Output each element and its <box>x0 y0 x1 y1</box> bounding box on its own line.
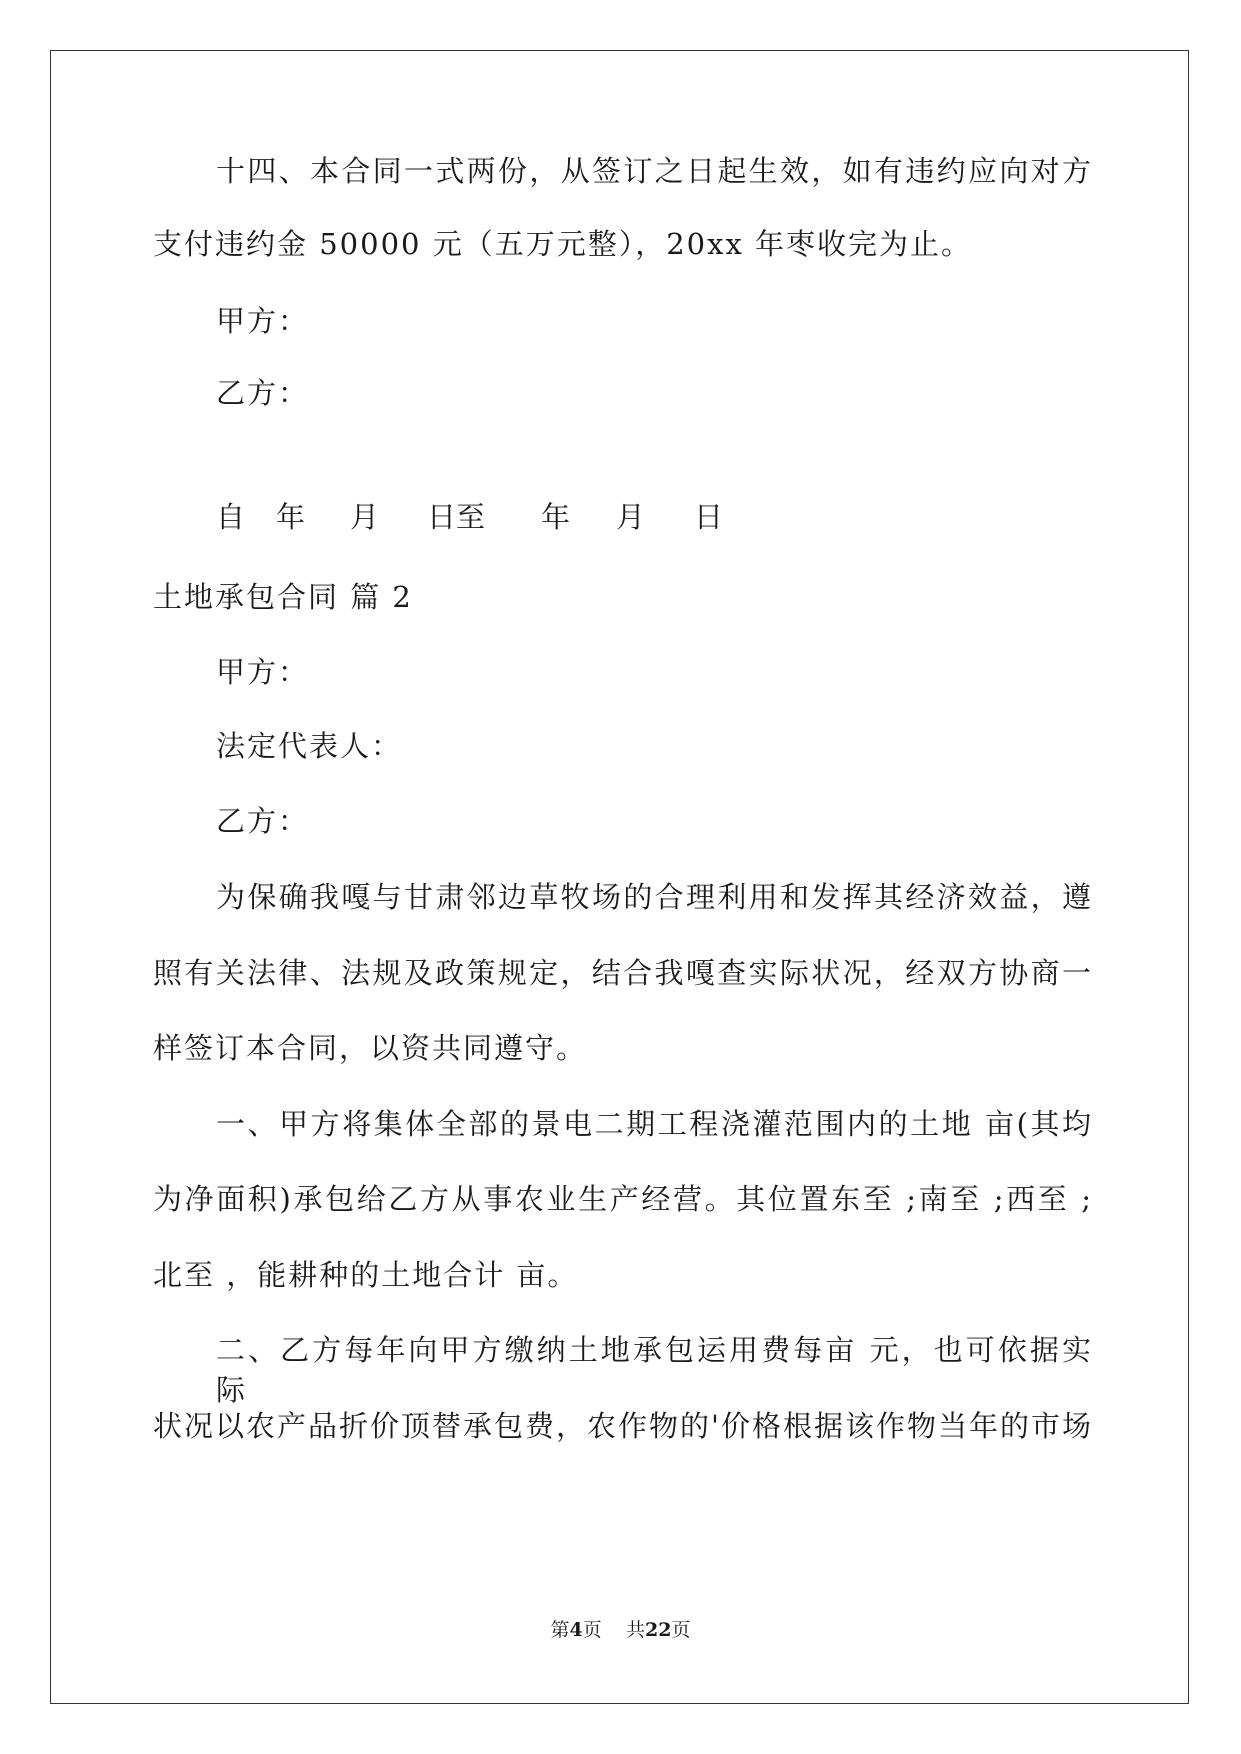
preamble-line-1: 为保确我嘎与甘肃邻边草牧场的合理利用和发挥其经济效益，遵 <box>216 880 1093 914</box>
party-a-label: 甲方： <box>216 304 310 338</box>
footer-current-page: 4 <box>569 1619 583 1641</box>
party-a-label-2: 甲方： <box>216 655 310 689</box>
clause-1-line-1: 一、甲方将集体全部的景电二期工程浇灌范围内的土地 亩(其均 <box>216 1107 1093 1141</box>
paragraph-14-line-1: 十四、本合同一式两份，从签订之日起生效，如有违约应向对方 <box>216 154 1093 188</box>
clause-1-line-2: 为净面积)承包给乙方从事农业生产经营。其位置东至 ;南至 ;西至 ; <box>153 1182 1093 1216</box>
party-b-label: 乙方： <box>216 376 310 410</box>
date-month-2: 月 <box>616 500 646 534</box>
date-day-to: 日至 <box>427 500 486 534</box>
date-from-word: 自 <box>216 500 246 534</box>
footer-total-pages: 22 <box>644 1619 672 1641</box>
party-b-label-2: 乙方： <box>216 804 310 838</box>
date-year-1: 年 <box>276 500 306 534</box>
page-number-footer <box>0 1618 1241 1642</box>
footer-prefix: 第 <box>550 1619 570 1641</box>
footer-page-word: 页 <box>582 1619 602 1641</box>
date-year-2: 年 <box>541 500 571 534</box>
footer-total-prefix: 共 <box>625 1619 645 1641</box>
footer-total-suffix: 页 <box>671 1619 691 1641</box>
date-range-line <box>216 497 816 537</box>
clause-2-line-1: 二、乙方每年向甲方缴纳土地承包运用费每亩 元，也可依据实际 <box>216 1333 1093 1407</box>
clause-2-line-2: 状况以农产品折价顶替承包费，农作物的'价格根据该作物当年的市场 <box>153 1409 1093 1443</box>
clause-1-line-3: 北至 ，能耕种的土地合计 亩。 <box>153 1258 579 1292</box>
legal-representative-label: 法定代表人： <box>216 729 403 763</box>
paragraph-14-line-2: 支付违约金 50000 元（五万元整），20xx 年枣收完为止。 <box>153 227 973 261</box>
preamble-line-2: 照有关法律、法规及政策规定，结合我嘎查实际状况，经双方协商一 <box>153 956 1093 990</box>
date-day-2: 日 <box>694 500 724 534</box>
section-heading: 土地承包合同 篇 2 <box>153 580 413 614</box>
date-month-1: 月 <box>350 500 380 534</box>
preamble-line-3: 样签订本合同，以资共同遵守。 <box>153 1031 588 1065</box>
